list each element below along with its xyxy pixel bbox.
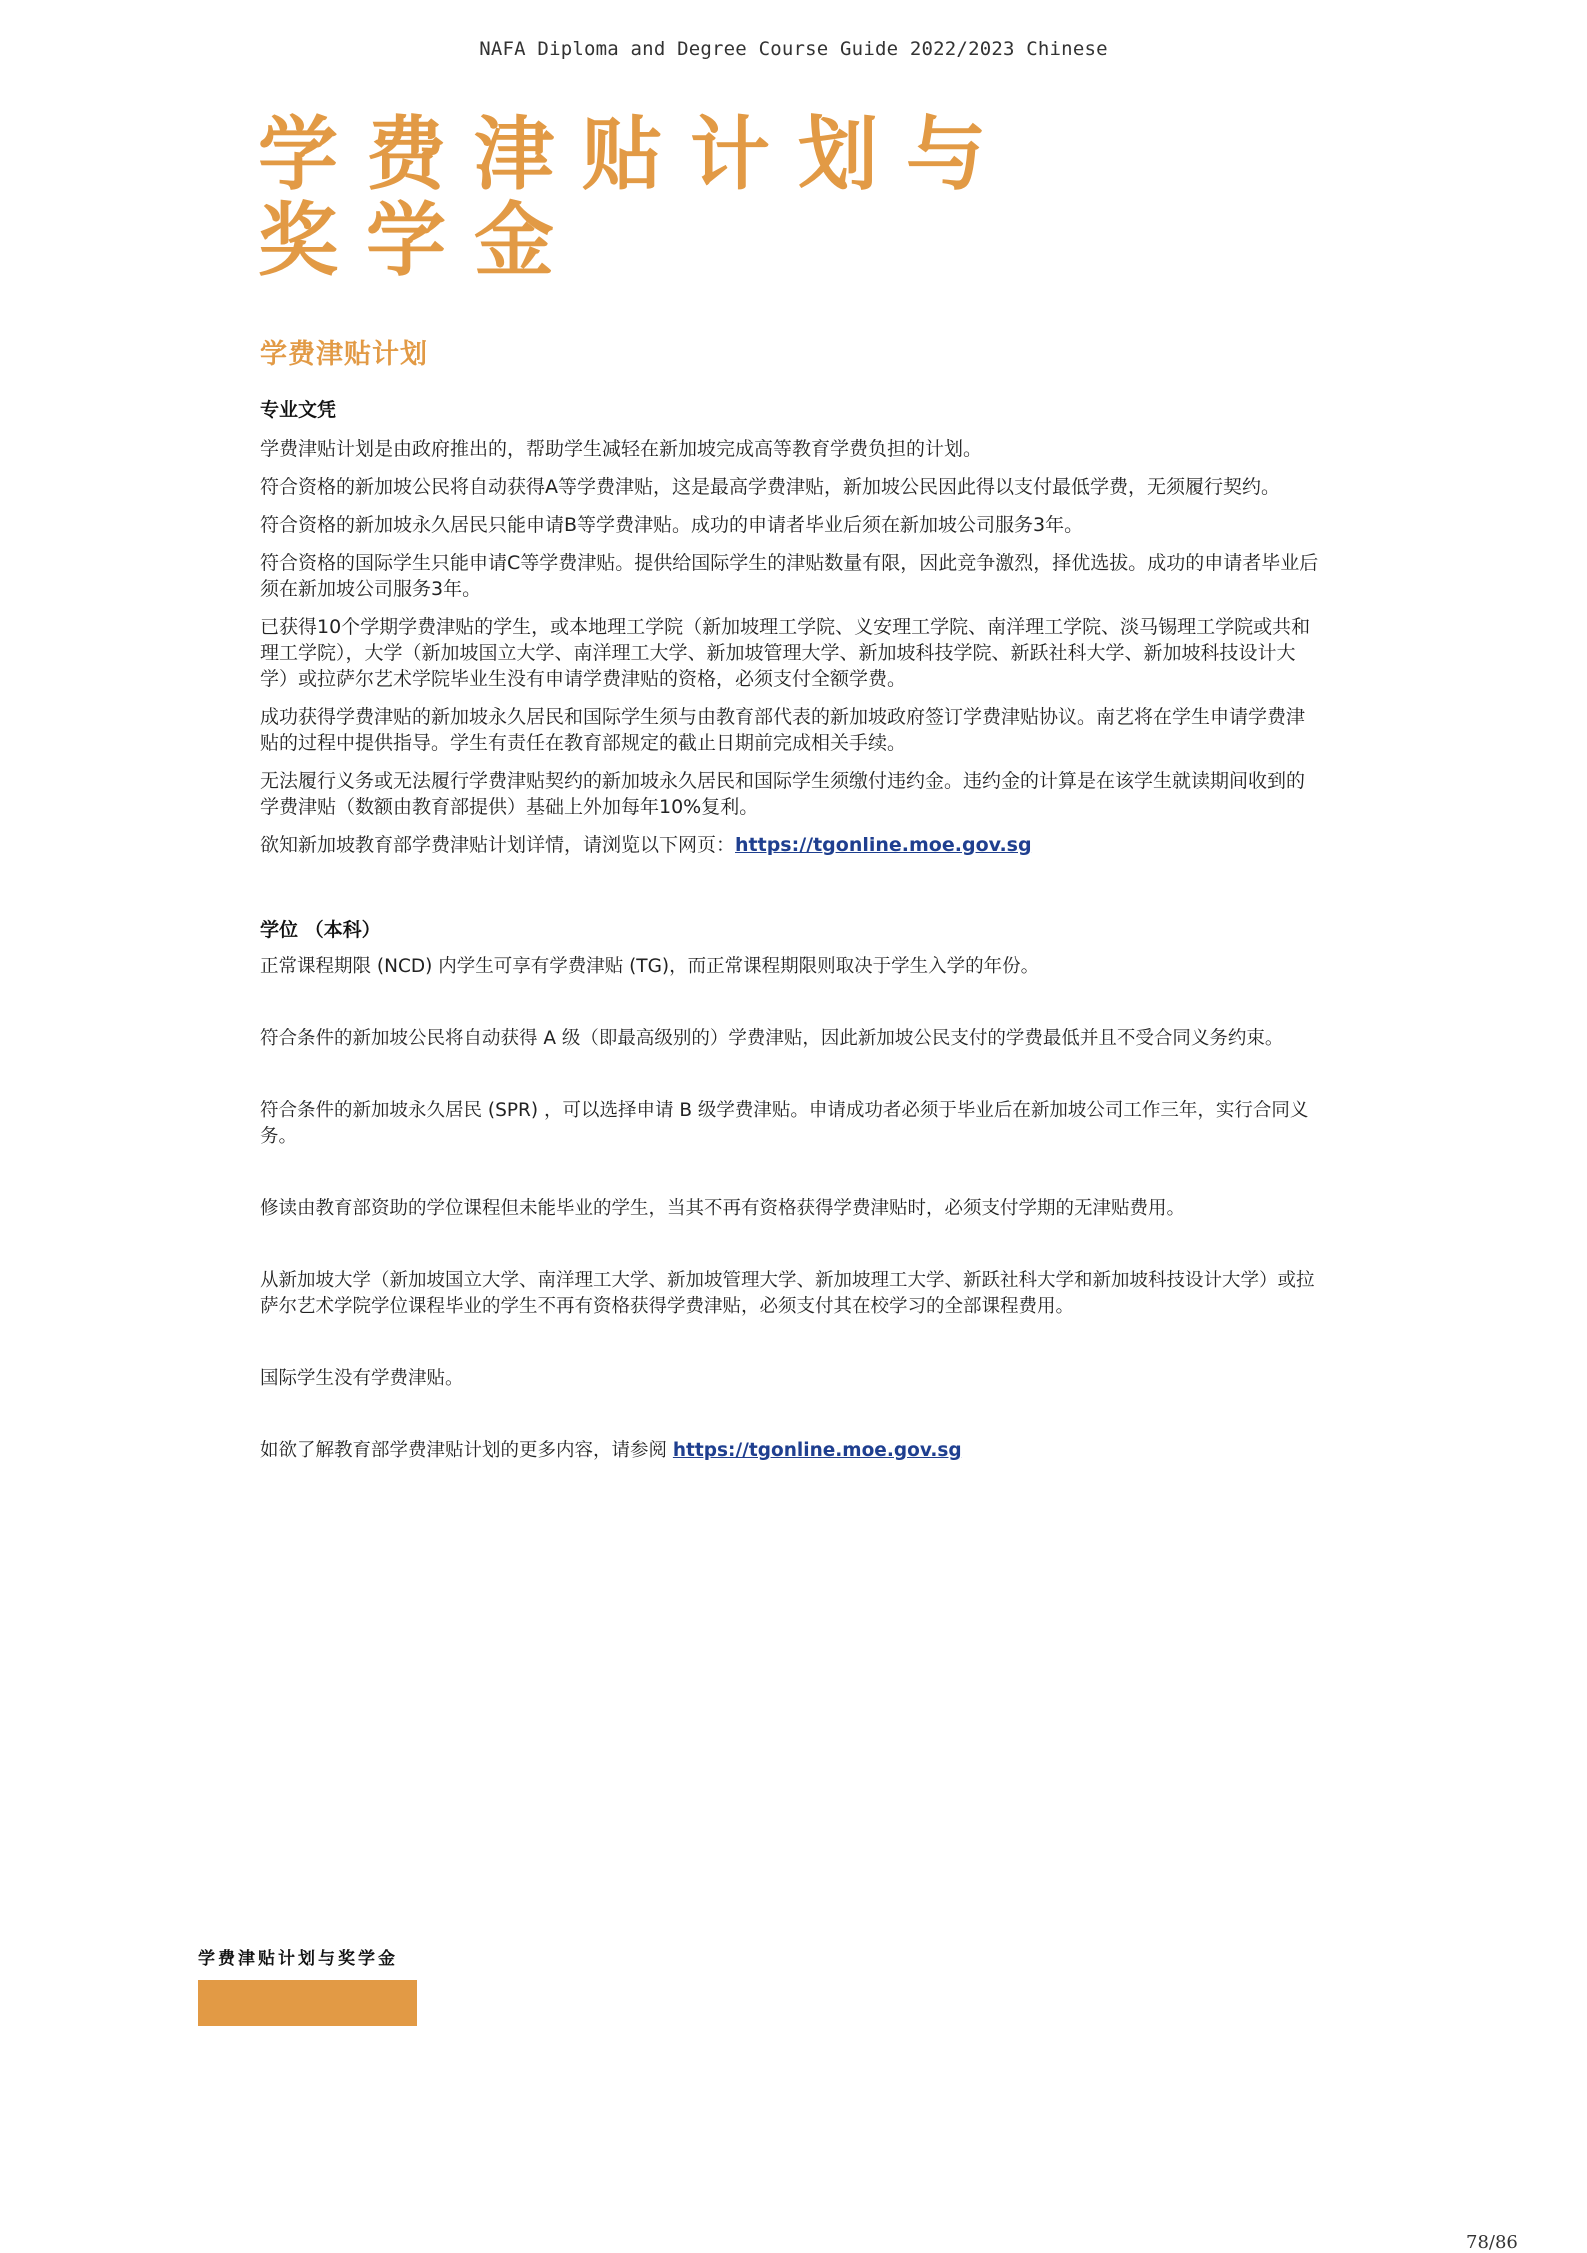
diploma-paragraph: 学费津贴计划是由政府推出的，帮助学生减轻在新加坡完成高等教育学费负担的计划。 [260,438,983,460]
diploma-paragraph: 已获得10个学期学费津贴的学生，或本地理工学院（新加坡理工学院、义安理工学院、南洋理工学院、淡马锡理工学院或共和理工学院），大学（新加坡国立大学、南洋理工大学、新加坡管理大学、新加坡科技学院、新跃社科大学、新加坡科技设计大学）或拉萨尔艺术学院毕业生没有申请学费津贴的资格，必须支付全额学费。 [260,616,1311,690]
diploma-link-paragraph [260,832,1320,858]
degree-heading: 学位 （本科） [260,919,381,941]
diploma-paragraph: 符合资格的国际学生只能申请C等学费津贴。提供给国际学生的津贴数量有限，因此竞争激烈，择优选拔。成功的申请者毕业后须在新加坡公司服务3年。 [260,552,1319,600]
page-title [258,108,1014,287]
degree-paragraph: 修读由教育部资助的学位课程但未能毕业的学生，当其不再有资格获得学费津贴时，必须支付学期的无津贴费用。 [260,1198,1186,1219]
diploma-link-prefix: 欲知新加坡教育部学费津贴计划详情，请浏览以下网页： [260,834,736,856]
diploma-heading: 专业文凭 [260,399,337,421]
section-heading: 学费津贴计划 [260,339,428,370]
degree-link-paragraph [260,1438,1320,1464]
footer-accent-bar [198,1980,417,2026]
degree-link-prefix: 如欲了解教育部学费津贴计划的更多内容，请参阅 [260,1440,673,1461]
diploma-paragraph: 成功获得学费津贴的新加坡永久居民和国际学生须与由教育部代表的新加坡政府签订学费津贴协议。南艺将在学生申请学费津贴的过程中提供指导。学生有责任在教育部规定的截止日期前完成相关手续。 [260,706,1306,754]
diploma-paragraph: 符合资格的新加坡永久居民只能申请B等学费津贴。成功的申请者毕业后须在新加坡公司服务3年。 [260,514,1084,536]
diploma-paragraph: 无法履行义务或无法履行学费津贴契约的新加坡永久居民和国际学生须缴付违约金。违约金的计算是在该学生就读期间收到的学费津贴（数额由教育部提供）基础上外加每年10%复利。 [260,770,1306,818]
moe-tuition-grant-link[interactable]: https://tgonline.moe.gov.sg [672,1440,962,1461]
document-header: NAFA Diploma and Degree Course Guide 2022/2023 Chinese [479,38,1108,60]
page-title-line-2: 奖学金 [258,194,582,287]
degree-paragraph: 从新加坡大学（新加坡国立大学、南洋理工大学、新加坡管理大学、新加坡理工大学、新跃社科大学和新加坡科技设计大学）或拉萨尔艺术学院学位课程毕业的学生不再有资格获得学费津贴，必须支付其在校学习的全部课程费用。 [260,1270,1315,1317]
diploma-section [260,395,1320,870]
degree-paragraph: 符合条件的新加坡永久居民 (SPR) ，可以选择申请 B 级学费津贴。申请成功者必须于毕业后在新加坡公司工作三年，实行合同义务。 [260,1100,1309,1147]
degree-section [260,915,1320,1510]
diploma-paragraph: 符合资格的新加坡公民将自动获得A等学费津贴，这是最高学费津贴，新加坡公民因此得以支付最低学费，无须履行契约。 [260,476,1281,498]
page-number: 78/86 [1466,2232,1518,2253]
footer-section-label: 学费津贴计划与奖学金 [198,1949,398,1969]
degree-paragraph: 国际学生没有学费津贴。 [260,1368,464,1389]
degree-paragraph: 正常课程期限 (NCD) 内学生可享有学费津贴 (TG)，而正常课程期限则取决于学生入学的年份。 [260,956,1040,977]
page-title-line-1: 学费津贴计划与 [258,108,1014,201]
degree-paragraph: 符合条件的新加坡公民将自动获得 A 级（即最高级别的）学费津贴，因此新加坡公民支付的学费最低并且不受合同义务约束。 [260,1028,1284,1049]
moe-tuition-grant-link[interactable]: https://tgonline.moe.gov.sg [735,834,1032,856]
